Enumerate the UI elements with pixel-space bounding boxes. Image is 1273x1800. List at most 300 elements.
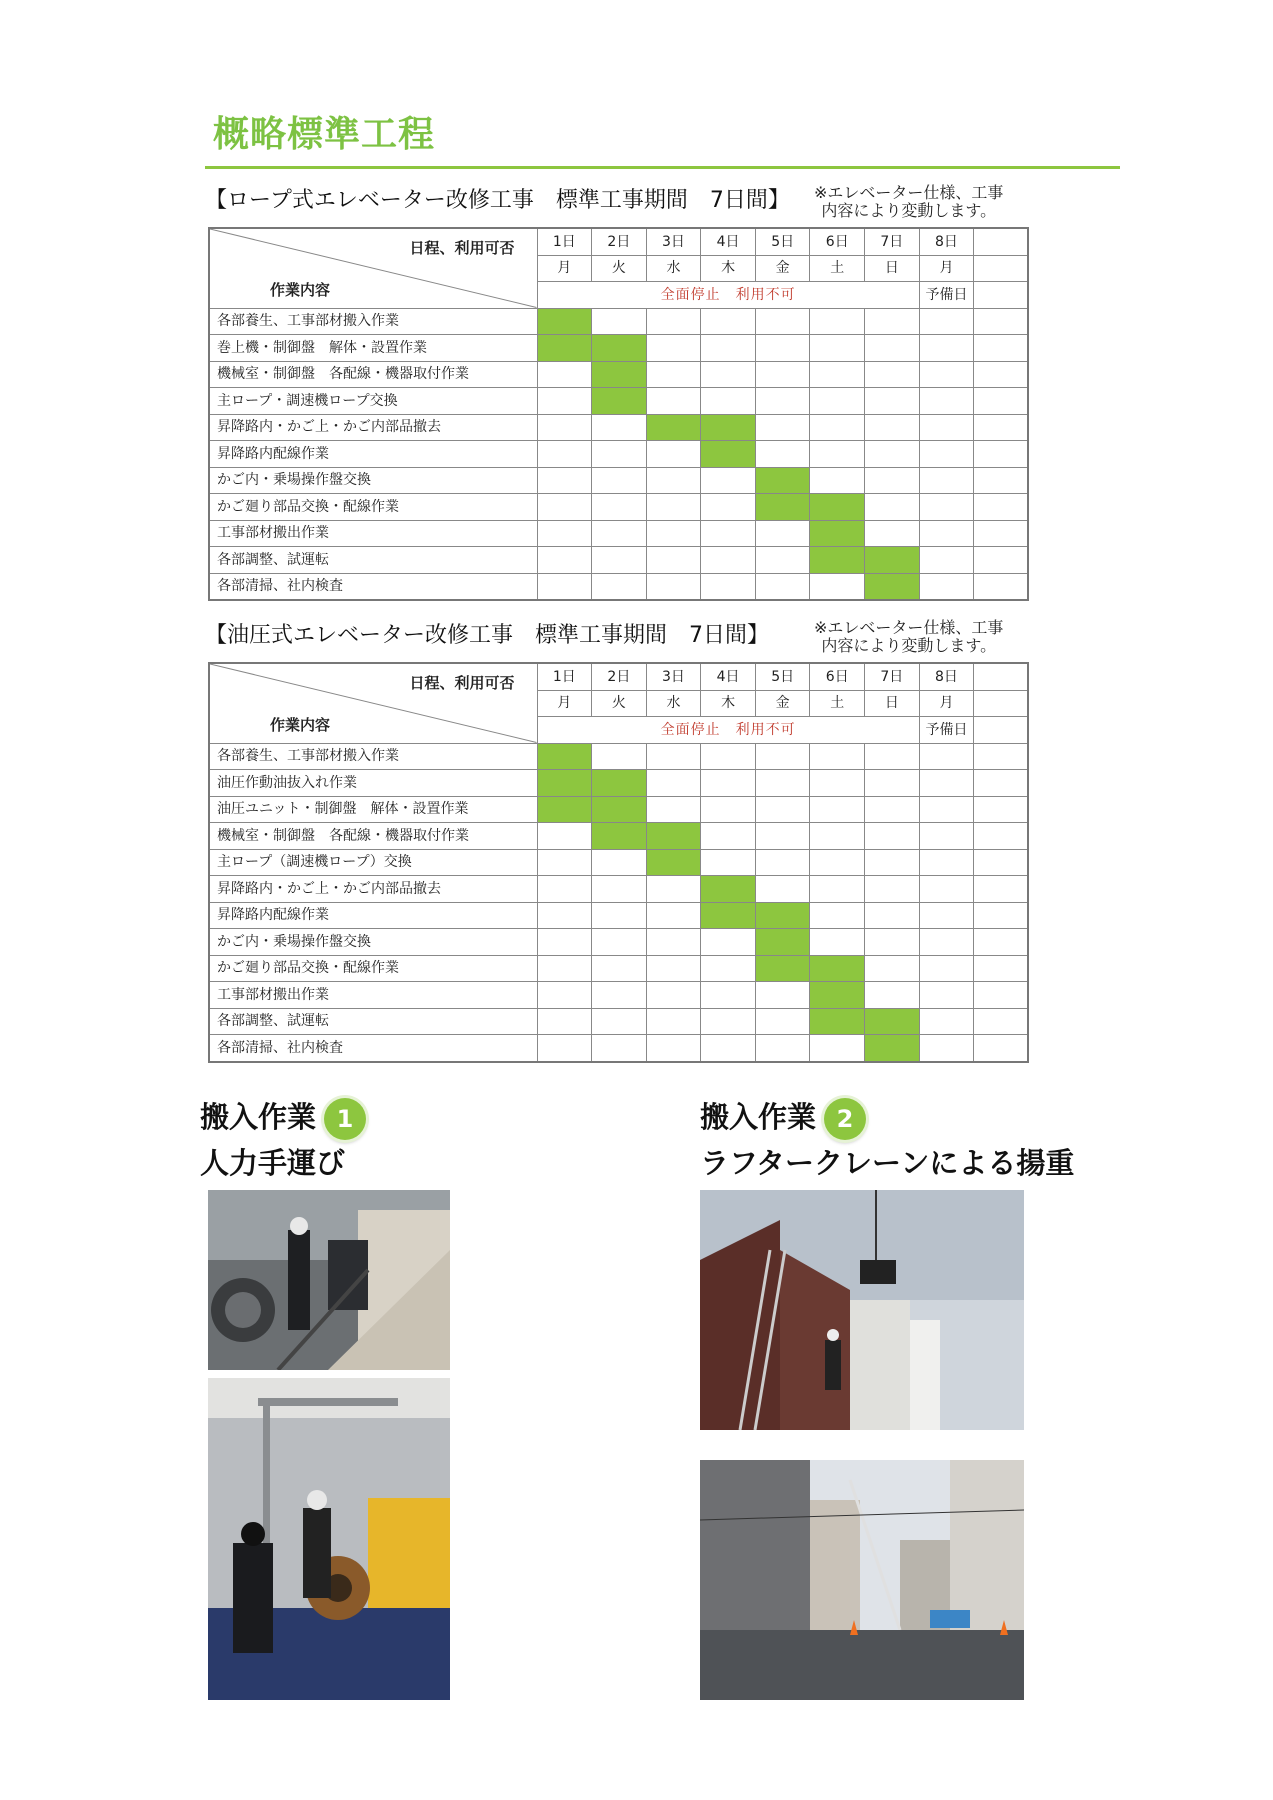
rope-task-cell <box>810 573 865 600</box>
hydraulic-task-cell <box>592 876 647 903</box>
hydraulic-task-cell <box>810 823 865 850</box>
rope-task-row <box>209 335 1028 362</box>
rope-task-cell <box>919 520 974 547</box>
hydraulic-section-title: 【油圧式エレベーター改修工事 標準工事期間 7日間】 <box>205 623 769 648</box>
rope-task-cell <box>919 547 974 574</box>
hydraulic-task-cell <box>919 770 974 797</box>
hydraulic-task-row <box>209 1008 1028 1035</box>
rope-task-row <box>209 441 1028 468</box>
rope-task-cell <box>865 414 920 441</box>
hydraulic-reserve-label: 予備日 <box>919 717 974 744</box>
rope-task-row <box>209 547 1028 574</box>
hydraulic-header-corner <box>209 663 537 743</box>
hydraulic-task-cell <box>537 849 592 876</box>
photo-crane-street <box>700 1460 1024 1700</box>
hydraulic-task-row <box>209 849 1028 876</box>
rope-task-cell <box>755 335 810 362</box>
rope-note-line2: 内容により変動します。 <box>821 201 997 220</box>
hydraulic-task-row <box>209 796 1028 823</box>
rope-task-cell <box>810 361 865 388</box>
hydraulic-task-cell-active <box>755 902 810 929</box>
hydraulic-task-cell <box>919 849 974 876</box>
rope-task-cell <box>810 308 865 335</box>
rope-task-cell <box>865 441 920 468</box>
hydraulic-task-cell <box>755 876 810 903</box>
rope-task-cell <box>974 520 1029 547</box>
hydraulic-task-cell <box>755 1035 810 1062</box>
rope-task-cell <box>865 361 920 388</box>
hydraulic-task-cell <box>865 876 920 903</box>
rope-task-cell-active <box>865 547 920 574</box>
hydraulic-task-cell <box>865 982 920 1009</box>
rope-task-label: 主ロープ・調速機ロープ交換 <box>209 388 537 415</box>
hydraulic-task-cell <box>919 902 974 929</box>
rope-task-cell <box>974 547 1029 574</box>
hydraulic-task-cell <box>701 982 756 1009</box>
rope-weekday-extra <box>974 255 1029 282</box>
rope-header-bottom: 作業内容 <box>270 281 331 299</box>
hydraulic-day-6: 6日 <box>810 663 865 690</box>
hydraulic-task-cell <box>592 955 647 982</box>
rope-weekday-8: 月 <box>919 255 974 282</box>
rope-task-cell <box>755 547 810 574</box>
hydraulic-task-cell <box>974 743 1029 770</box>
hydraulic-task-label: 油圧作動油抜入れ作業 <box>209 770 537 797</box>
carry2-title <box>700 1098 866 1140</box>
rope-task-cell <box>919 308 974 335</box>
hydraulic-task-cell <box>865 929 920 956</box>
rope-task-cell <box>974 573 1029 600</box>
hydraulic-task-cell <box>592 1035 647 1062</box>
hydraulic-task-cell <box>919 929 974 956</box>
hydraulic-task-cell-active <box>701 876 756 903</box>
rope-task-cell <box>974 494 1029 521</box>
hydraulic-task-cell <box>919 955 974 982</box>
hydraulic-task-cell <box>974 770 1029 797</box>
hydraulic-task-cell-active <box>646 823 701 850</box>
rope-task-cell <box>592 308 647 335</box>
rope-task-cell <box>537 414 592 441</box>
rope-task-cell <box>974 414 1029 441</box>
hydraulic-task-cell <box>646 955 701 982</box>
rope-task-cell <box>919 388 974 415</box>
hydraulic-task-cell <box>592 902 647 929</box>
rope-task-cell <box>974 388 1029 415</box>
title-rule <box>205 166 1120 169</box>
rope-task-cell <box>592 441 647 468</box>
rope-task-row <box>209 361 1028 388</box>
rope-task-cell-active <box>755 494 810 521</box>
rope-task-cell <box>865 467 920 494</box>
rope-task-cell <box>755 361 810 388</box>
hydraulic-task-cell <box>701 1008 756 1035</box>
rope-header-top: 日程、利用可否 <box>409 239 515 257</box>
hydraulic-task-cell <box>537 929 592 956</box>
rope-task-cell <box>537 520 592 547</box>
hydraulic-day-extra <box>974 663 1029 690</box>
hydraulic-task-cell <box>537 1035 592 1062</box>
hydraulic-task-cell-active <box>810 982 865 1009</box>
hydraulic-task-row <box>209 1035 1028 1062</box>
hydraulic-task-cell <box>919 982 974 1009</box>
rope-day-2: 2日 <box>592 228 647 255</box>
hydraulic-task-cell <box>701 929 756 956</box>
hydraulic-day-2: 2日 <box>592 663 647 690</box>
rope-task-cell <box>701 467 756 494</box>
rope-stop-label: 全面停止 利用不可 <box>537 282 919 309</box>
rope-task-cell-active <box>592 361 647 388</box>
rope-task-cell-active <box>810 520 865 547</box>
hydraulic-task-cell <box>974 796 1029 823</box>
hydraulic-task-cell <box>755 796 810 823</box>
hydraulic-task-cell-active <box>810 955 865 982</box>
photo-manual-carry-stairs <box>208 1190 450 1370</box>
hydraulic-weekday-4: 木 <box>701 690 756 717</box>
hydraulic-section-note <box>814 619 1003 655</box>
hydraulic-task-label: 各部養生、工事部材搬入作業 <box>209 743 537 770</box>
hydraulic-task-cell <box>537 982 592 1009</box>
rope-task-cell <box>701 308 756 335</box>
hydraulic-task-cell <box>974 1008 1029 1035</box>
hydraulic-task-cell <box>810 849 865 876</box>
photo-crane-lift-building <box>700 1190 1024 1430</box>
rope-day-7: 7日 <box>865 228 920 255</box>
hydraulic-task-cell <box>865 849 920 876</box>
hydraulic-task-cell <box>755 743 810 770</box>
hydraulic-task-cell-active <box>810 1008 865 1035</box>
rope-task-row <box>209 467 1028 494</box>
hydraulic-task-cell <box>810 876 865 903</box>
rope-task-cell <box>701 361 756 388</box>
rope-status-extra <box>974 282 1029 309</box>
hydraulic-task-label: 主ロープ（調速機ロープ）交換 <box>209 849 537 876</box>
hydraulic-header-bottom: 作業内容 <box>270 716 331 734</box>
rope-task-label: 昇降路内・かご上・かご内部品撤去 <box>209 414 537 441</box>
rope-task-cell <box>701 520 756 547</box>
rope-task-cell <box>974 441 1029 468</box>
rope-weekday-5: 金 <box>755 255 810 282</box>
rope-task-cell <box>701 573 756 600</box>
hydraulic-task-cell <box>755 1008 810 1035</box>
carry1-title <box>200 1098 366 1140</box>
hydraulic-task-cell <box>974 902 1029 929</box>
hydraulic-task-cell <box>919 796 974 823</box>
rope-task-cell <box>919 414 974 441</box>
rope-day-extra <box>974 228 1029 255</box>
rope-weekday-6: 土 <box>810 255 865 282</box>
hydraulic-note-line1: ※エレベーター仕様、工事 <box>814 618 1004 637</box>
hydraulic-task-cell <box>646 796 701 823</box>
hydraulic-stop-label: 全面停止 利用不可 <box>537 717 919 744</box>
rope-task-cell <box>646 388 701 415</box>
rope-task-cell <box>755 308 810 335</box>
photo-manual-hoist-machine <box>208 1378 450 1700</box>
rope-task-cell <box>974 361 1029 388</box>
rope-task-cell <box>810 414 865 441</box>
rope-task-cell <box>865 494 920 521</box>
hydraulic-task-cell <box>865 955 920 982</box>
rope-task-cell <box>646 361 701 388</box>
hydraulic-task-cell <box>755 982 810 1009</box>
page-title: 概略標準工程 <box>213 114 436 155</box>
rope-task-cell <box>537 441 592 468</box>
hydraulic-task-cell <box>810 1035 865 1062</box>
hydraulic-task-cell <box>974 955 1029 982</box>
hydraulic-task-cell-active <box>755 929 810 956</box>
rope-task-cell-active <box>646 414 701 441</box>
rope-task-cell <box>592 547 647 574</box>
hydraulic-task-cell <box>865 823 920 850</box>
rope-task-cell-active <box>592 388 647 415</box>
hydraulic-task-cell <box>646 743 701 770</box>
rope-task-cell <box>592 520 647 547</box>
rope-task-cell <box>646 547 701 574</box>
rope-task-cell <box>865 308 920 335</box>
hydraulic-weekday-7: 日 <box>865 690 920 717</box>
hydraulic-task-cell <box>701 823 756 850</box>
hydraulic-task-cell <box>810 770 865 797</box>
hydraulic-status-extra <box>974 717 1029 744</box>
rope-task-cell <box>919 361 974 388</box>
rope-weekday-4: 木 <box>701 255 756 282</box>
rope-task-cell <box>865 335 920 362</box>
hydraulic-task-cell <box>810 743 865 770</box>
hydraulic-task-label: 油圧ユニット・制御盤 解体・設置作業 <box>209 796 537 823</box>
rope-task-cell <box>919 494 974 521</box>
hydraulic-task-cell <box>919 876 974 903</box>
hydraulic-weekday-1: 月 <box>537 690 592 717</box>
rope-weekday-1: 月 <box>537 255 592 282</box>
hydraulic-task-cell <box>592 1008 647 1035</box>
hydraulic-day-3: 3日 <box>646 663 701 690</box>
rope-task-cell-active <box>810 494 865 521</box>
rope-task-cell-active <box>537 335 592 362</box>
hydraulic-task-cell <box>919 1008 974 1035</box>
rope-task-cell-active <box>755 467 810 494</box>
rope-task-cell <box>592 494 647 521</box>
rope-reserve-label: 予備日 <box>919 282 974 309</box>
hydraulic-task-cell-active <box>865 1035 920 1062</box>
rope-task-label: かご内・乗場操作盤交換 <box>209 467 537 494</box>
hydraulic-task-cell <box>646 770 701 797</box>
hydraulic-gantt-table <box>208 662 1029 1063</box>
rope-task-row <box>209 308 1028 335</box>
rope-task-cell <box>592 573 647 600</box>
rope-weekday-2: 火 <box>592 255 647 282</box>
hydraulic-weekday-5: 金 <box>755 690 810 717</box>
rope-task-cell <box>755 573 810 600</box>
rope-task-cell <box>865 520 920 547</box>
hydraulic-task-cell <box>592 849 647 876</box>
hydraulic-task-cell <box>646 982 701 1009</box>
hydraulic-task-row <box>209 982 1028 1009</box>
rope-task-cell <box>919 441 974 468</box>
rope-task-cell-active <box>701 441 756 468</box>
hydraulic-task-cell <box>537 955 592 982</box>
hydraulic-task-cell <box>701 849 756 876</box>
rope-header-corner <box>209 228 537 308</box>
hydraulic-task-cell <box>701 770 756 797</box>
rope-task-label: 工事部材搬出作業 <box>209 520 537 547</box>
rope-day-4: 4日 <box>701 228 756 255</box>
hydraulic-task-cell <box>646 902 701 929</box>
rope-task-cell <box>810 335 865 362</box>
hydraulic-note-line2: 内容により変動します。 <box>821 636 997 655</box>
hydraulic-task-cell <box>701 796 756 823</box>
carry1-subtitle: 人力手運び <box>200 1146 346 1180</box>
hydraulic-task-cell <box>701 1035 756 1062</box>
hydraulic-task-row <box>209 902 1028 929</box>
rope-task-cell <box>755 388 810 415</box>
rope-task-label: 各部清掃、社内検査 <box>209 573 537 600</box>
hydraulic-task-row <box>209 929 1028 956</box>
rope-task-cell <box>537 547 592 574</box>
hydraulic-task-cell <box>810 902 865 929</box>
rope-task-cell <box>701 335 756 362</box>
hydraulic-day-7: 7日 <box>865 663 920 690</box>
rope-day-5: 5日 <box>755 228 810 255</box>
rope-task-label: かご廻り部品交換・配線作業 <box>209 494 537 521</box>
rope-task-row <box>209 573 1028 600</box>
rope-task-label: 各部養生、工事部材搬入作業 <box>209 308 537 335</box>
rope-gantt-table <box>208 227 1029 601</box>
rope-task-cell-active <box>865 573 920 600</box>
hydraulic-task-cell <box>755 849 810 876</box>
hydraulic-task-cell-active <box>755 955 810 982</box>
rope-weekday-7: 日 <box>865 255 920 282</box>
rope-task-cell <box>537 467 592 494</box>
rope-task-cell <box>755 520 810 547</box>
rope-task-cell <box>974 467 1029 494</box>
carry2-title-line1: 搬入作業 <box>700 1100 817 1134</box>
rope-task-cell <box>646 520 701 547</box>
rope-task-cell <box>919 467 974 494</box>
hydraulic-task-cell <box>592 929 647 956</box>
hydraulic-weekday-extra <box>974 690 1029 717</box>
hydraulic-task-cell <box>646 1008 701 1035</box>
rope-day-3: 3日 <box>646 228 701 255</box>
hydraulic-task-label: 昇降路内・かご上・かご内部品撤去 <box>209 876 537 903</box>
rope-task-label: 昇降路内配線作業 <box>209 441 537 468</box>
rope-section-title: 【ロープ式エレベーター改修工事 標準工事期間 7日間】 <box>205 188 790 213</box>
hydraulic-task-row <box>209 955 1028 982</box>
hydraulic-task-row <box>209 823 1028 850</box>
hydraulic-task-cell <box>974 849 1029 876</box>
hydraulic-task-cell <box>974 982 1029 1009</box>
carry2-subtitle: ラフタークレーンによる揚重 <box>700 1146 1075 1180</box>
rope-note-line1: ※エレベーター仕様、工事 <box>814 183 1004 202</box>
rope-day-1: 1日 <box>537 228 592 255</box>
hydraulic-task-cell-active <box>592 796 647 823</box>
carry1-number-badge: 1 <box>324 1098 366 1140</box>
hydraulic-task-label: 各部調整、試運転 <box>209 1008 537 1035</box>
hydraulic-task-cell <box>701 743 756 770</box>
hydraulic-task-cell <box>974 876 1029 903</box>
hydraulic-task-cell <box>646 1035 701 1062</box>
hydraulic-task-cell <box>537 902 592 929</box>
hydraulic-task-cell <box>755 770 810 797</box>
rope-weekday-3: 水 <box>646 255 701 282</box>
hydraulic-task-cell <box>701 955 756 982</box>
hydraulic-task-cell <box>865 743 920 770</box>
hydraulic-weekday-2: 火 <box>592 690 647 717</box>
rope-task-cell <box>974 308 1029 335</box>
rope-task-cell <box>701 494 756 521</box>
hydraulic-task-cell <box>974 929 1029 956</box>
hydraulic-task-cell-active <box>592 770 647 797</box>
hydraulic-weekday-6: 土 <box>810 690 865 717</box>
rope-task-cell <box>592 467 647 494</box>
rope-task-cell-active <box>810 547 865 574</box>
rope-task-label: 機械室・制御盤 各配線・機器取付作業 <box>209 361 537 388</box>
rope-task-cell <box>646 335 701 362</box>
rope-task-cell <box>810 467 865 494</box>
hydraulic-task-cell-active <box>701 902 756 929</box>
hydraulic-task-cell-active <box>865 1008 920 1035</box>
hydraulic-day-5: 5日 <box>755 663 810 690</box>
hydraulic-task-label: 各部清掃、社内検査 <box>209 1035 537 1062</box>
hydraulic-task-cell <box>974 1035 1029 1062</box>
rope-task-cell <box>537 388 592 415</box>
rope-task-row <box>209 520 1028 547</box>
rope-task-cell-active <box>537 308 592 335</box>
hydraulic-day-1: 1日 <box>537 663 592 690</box>
hydraulic-weekday-3: 水 <box>646 690 701 717</box>
hydraulic-task-row <box>209 770 1028 797</box>
hydraulic-task-cell <box>865 796 920 823</box>
rope-task-cell <box>646 494 701 521</box>
rope-day-8: 8日 <box>919 228 974 255</box>
hydraulic-task-cell <box>646 876 701 903</box>
hydraulic-day-4: 4日 <box>701 663 756 690</box>
rope-task-row <box>209 494 1028 521</box>
rope-task-cell <box>919 335 974 362</box>
hydraulic-task-cell <box>537 823 592 850</box>
rope-task-cell <box>592 414 647 441</box>
rope-task-cell <box>646 467 701 494</box>
hydraulic-task-cell <box>592 982 647 1009</box>
rope-task-cell <box>646 573 701 600</box>
hydraulic-task-label: 昇降路内配線作業 <box>209 902 537 929</box>
hydraulic-task-cell <box>919 1035 974 1062</box>
hydraulic-task-cell <box>592 743 647 770</box>
hydraulic-header-top: 日程、利用可否 <box>409 674 515 692</box>
hydraulic-task-label: 工事部材搬出作業 <box>209 982 537 1009</box>
hydraulic-task-label: 機械室・制御盤 各配線・機器取付作業 <box>209 823 537 850</box>
rope-task-cell <box>810 388 865 415</box>
hydraulic-task-cell-active <box>592 823 647 850</box>
rope-task-row <box>209 414 1028 441</box>
rope-task-cell <box>919 573 974 600</box>
carry1-title-line1: 搬入作業 <box>200 1100 317 1134</box>
hydraulic-task-cell <box>755 823 810 850</box>
rope-task-label: 各部調整、試運転 <box>209 547 537 574</box>
rope-day-6: 6日 <box>810 228 865 255</box>
rope-task-cell <box>646 441 701 468</box>
rope-task-label: 巻上機・制御盤 解体・設置作業 <box>209 335 537 362</box>
hydraulic-task-row <box>209 876 1028 903</box>
hydraulic-task-label: かご内・乗場操作盤交換 <box>209 929 537 956</box>
hydraulic-task-cell <box>865 902 920 929</box>
rope-task-cell <box>537 494 592 521</box>
rope-task-cell-active <box>701 414 756 441</box>
hydraulic-task-cell-active <box>537 743 592 770</box>
rope-task-cell-active <box>592 335 647 362</box>
hydraulic-task-cell <box>974 823 1029 850</box>
hydraulic-task-cell <box>810 796 865 823</box>
hydraulic-task-cell <box>865 770 920 797</box>
hydraulic-task-cell-active <box>646 849 701 876</box>
